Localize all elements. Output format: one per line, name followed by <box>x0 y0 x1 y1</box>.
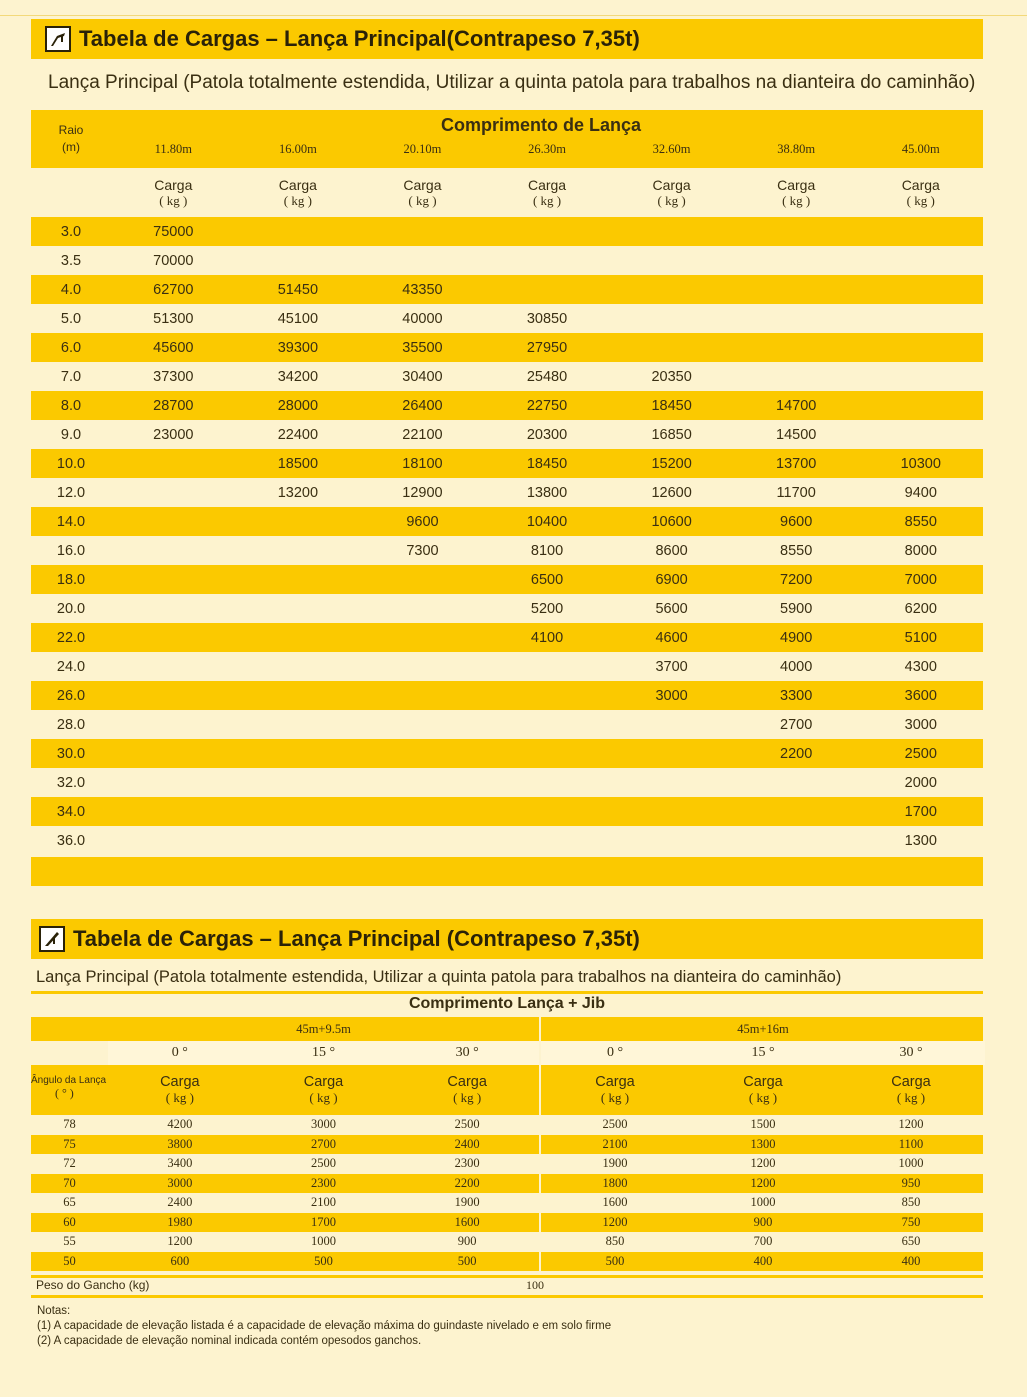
load-cell: 39300 <box>277 339 319 356</box>
table-row <box>31 710 983 739</box>
row-group2 <box>539 1252 985 1272</box>
crane-icon <box>45 26 71 52</box>
comprimento-jib-header: Comprimento Lança + Jib <box>408 995 606 1012</box>
boom-length-6: 45.00m <box>901 142 940 156</box>
jib-carga-header-3 <box>541 1065 689 1115</box>
table1-header <box>31 110 983 168</box>
load-cell: 8100 <box>530 542 564 559</box>
row-group1 <box>108 1174 539 1194</box>
carga-unit: ( kg ) <box>159 192 188 208</box>
load-cell: 1700 <box>904 803 937 820</box>
radius-cell: 10.0 <box>56 455 86 472</box>
load-cell: 400 <box>901 1253 921 1268</box>
load-cell: 3700 <box>655 658 688 675</box>
boom-length-0: 11.80m <box>154 142 192 156</box>
radius-cell: 36.0 <box>56 832 86 849</box>
load-cell: 1900 <box>602 1156 628 1170</box>
angle-header-2: 30 ° <box>455 1045 479 1060</box>
table2-subtitle: Lança Principal (Patola totalmente estendida, Utilizar a quinta patola para trabalhos na dianteira do caminhão) <box>36 968 842 986</box>
load-cell: 1200 <box>750 1175 776 1190</box>
load-cell: 1000 <box>750 1195 776 1209</box>
table-row <box>31 1252 983 1272</box>
angle-cell: 65 <box>63 1195 76 1209</box>
load-cell: 650 <box>901 1234 921 1248</box>
load-cell: 1980 <box>167 1214 193 1229</box>
load-cell: 70000 <box>153 252 194 269</box>
angle-cell: 72 <box>63 1156 76 1170</box>
load-cell: 700 <box>753 1234 773 1248</box>
load-cell: 3000 <box>311 1117 336 1131</box>
boom-angle-unit: ( ° ) <box>55 1086 74 1100</box>
row-group2 <box>539 1154 985 1174</box>
table-row <box>31 1232 983 1252</box>
load-cell: 3400 <box>167 1156 193 1170</box>
carga-label: Carga <box>743 1074 783 1090</box>
load-cell: 2100 <box>602 1136 628 1151</box>
load-cell: 9600 <box>406 513 439 530</box>
jib-carga-header-0 <box>108 1065 252 1115</box>
load-cell: 18450 <box>651 397 692 414</box>
load-cell: 9400 <box>904 484 937 501</box>
load-cell: 1200 <box>602 1214 628 1229</box>
load-cell: 900 <box>457 1234 477 1248</box>
table2-title-bar <box>31 919 983 959</box>
row-group1 <box>108 1232 539 1252</box>
load-cell: 500 <box>314 1253 333 1268</box>
angles-group2 <box>539 1041 985 1065</box>
table-row <box>31 507 983 536</box>
load-cell: 15200 <box>651 455 692 472</box>
table-row <box>31 391 983 420</box>
carga-label: Carga <box>154 176 193 193</box>
angle-cell: 50 <box>63 1253 76 1268</box>
boom-length-2: 20.10m <box>403 142 442 156</box>
load-cell: 4100 <box>530 629 564 646</box>
note-2: (2) A capacidade de elevação nominal indicada contém opesodos ganchos. <box>37 1335 422 1347</box>
row-group1 <box>108 1115 539 1135</box>
load-cell: 950 <box>901 1175 921 1190</box>
radius-cell: 18.0 <box>56 571 86 588</box>
load-cell: 34200 <box>277 368 319 385</box>
carga-label: Carga <box>891 1074 931 1090</box>
load-cell: 400 <box>753 1253 773 1268</box>
table-row <box>31 1213 983 1233</box>
jib-crane-icon <box>39 926 65 952</box>
load-cell: 75000 <box>153 223 194 240</box>
load-cell: 3800 <box>167 1136 193 1151</box>
carga-header-6 <box>858 177 983 209</box>
load-cell: 28700 <box>153 397 194 414</box>
load-cell: 4000 <box>780 658 813 675</box>
load-cell: 5100 <box>904 629 937 646</box>
table-row <box>31 739 983 768</box>
load-cell: 600 <box>170 1253 190 1268</box>
load-cell: 4300 <box>904 658 937 675</box>
load-cell: 1000 <box>311 1234 336 1248</box>
table-row <box>31 826 983 855</box>
load-table-main <box>31 110 983 886</box>
carga-header-4 <box>609 177 734 209</box>
load-cell: 1600 <box>454 1214 480 1229</box>
load-cell: 2500 <box>904 745 937 762</box>
radius-cell: 32.0 <box>56 774 86 791</box>
load-cell: 18450 <box>526 455 568 472</box>
radius-cell: 28.0 <box>56 716 86 733</box>
table-row <box>31 420 983 449</box>
load-cell: 1000 <box>898 1156 924 1170</box>
row-group2 <box>539 1174 985 1194</box>
load-cell: 1800 <box>602 1175 628 1190</box>
load-cell: 850 <box>605 1234 625 1248</box>
load-cell: 2700 <box>311 1136 336 1151</box>
load-cell: 500 <box>605 1253 625 1268</box>
table1-subtitle: Lança Principal (Patola totalmente estendida, Utilizar a quinta patola para trabalhos na dianteira do caminhão) <box>48 72 976 93</box>
table-row <box>31 217 983 246</box>
radius-cell: 4.0 <box>60 281 82 298</box>
boom-length-4: 32.60m <box>652 142 691 156</box>
angle-header-4: 15 ° <box>751 1045 775 1060</box>
table-row <box>31 333 983 362</box>
radius-cell: 9.0 <box>60 426 82 443</box>
table-row <box>31 246 983 275</box>
load-cell: 2000 <box>904 774 937 791</box>
load-cell: 10400 <box>526 513 568 530</box>
table1-footer-bar <box>31 857 983 886</box>
boom-angle-header <box>31 1065 108 1115</box>
load-cell: 30400 <box>402 368 443 385</box>
load-cell: 1600 <box>602 1195 628 1209</box>
load-cell: 2400 <box>454 1136 480 1151</box>
carga-label: Carga <box>595 1074 635 1090</box>
load-cell: 8550 <box>904 513 937 530</box>
load-cell: 2400 <box>167 1195 193 1209</box>
carga-label: Carga <box>160 1074 200 1090</box>
load-cell: 3600 <box>904 687 937 704</box>
row-group1 <box>108 1154 539 1174</box>
group1-header: 45m+9.5m <box>296 1022 351 1036</box>
carga-label: Carga <box>527 176 567 193</box>
jib-length-row <box>31 1017 983 1041</box>
radius-cell: 8.0 <box>60 397 82 414</box>
boom-angle-label: Ângulo da Lança <box>31 1075 107 1086</box>
angle-cell: 70 <box>63 1175 76 1190</box>
load-cell: 37300 <box>153 368 194 385</box>
load-cell: 2500 <box>311 1156 336 1170</box>
carga-unit: ( kg ) <box>782 192 811 208</box>
load-cell: 4600 <box>655 629 688 646</box>
load-cell: 2300 <box>454 1156 480 1170</box>
carga-unit: ( kg ) <box>896 1090 926 1105</box>
jib-carga-header-5 <box>837 1065 985 1115</box>
table-row <box>31 275 983 304</box>
carga-label: Carga <box>403 176 442 193</box>
load-cell: 3300 <box>780 687 813 704</box>
jib-carga-header-1 <box>252 1065 396 1115</box>
jib-carga-header-4 <box>689 1065 837 1115</box>
load-cell: 9600 <box>780 513 813 530</box>
radius-cell: 16.0 <box>56 542 86 559</box>
radius-cell: 3.0 <box>60 223 82 240</box>
carga-header-0 <box>111 177 236 209</box>
table-row <box>31 304 983 333</box>
radius-cell: 12.0 <box>56 484 86 501</box>
carga-header-2 <box>360 177 485 209</box>
load-cell: 2200 <box>454 1175 480 1190</box>
angle-header-5: 30 ° <box>899 1045 923 1060</box>
load-cell: 18100 <box>402 455 443 472</box>
load-cell: 8600 <box>655 542 688 559</box>
table-row <box>31 1174 983 1194</box>
load-cell: 7200 <box>780 571 813 588</box>
raio-header: Raio (m) <box>58 123 84 154</box>
jib-carga-header-2 <box>395 1065 539 1115</box>
table-row <box>31 536 983 565</box>
load-cell: 1100 <box>898 1136 924 1151</box>
angle-cell: 60 <box>63 1214 76 1229</box>
load-cell: 22400 <box>277 426 319 443</box>
table-row <box>31 681 983 710</box>
boom-length-3: 26.30m <box>528 142 566 156</box>
angle-cell: 55 <box>63 1234 76 1248</box>
load-cell: 6500 <box>530 571 564 588</box>
load-cell: 500 <box>457 1253 477 1268</box>
table-row <box>31 449 983 478</box>
angles-group1 <box>108 1041 539 1065</box>
load-cell: 45600 <box>153 339 194 356</box>
carga-unit: ( kg ) <box>453 1090 482 1105</box>
carga-group2 <box>539 1065 985 1115</box>
hook-weight-value: 100 <box>526 1278 544 1292</box>
load-cell: 13800 <box>526 484 568 501</box>
load-cell: 3000 <box>167 1175 193 1190</box>
table-row <box>31 652 983 681</box>
load-cell: 51300 <box>153 310 194 327</box>
load-cell: 1900 <box>454 1195 480 1209</box>
load-cell: 2300 <box>311 1175 336 1190</box>
carga-label: Carga <box>901 176 940 193</box>
radius-cell: 30.0 <box>56 745 86 762</box>
carga-label: Carga <box>777 176 816 193</box>
radius-cell: 26.0 <box>56 687 86 704</box>
load-cell: 8000 <box>904 542 937 559</box>
load-cell: 40000 <box>402 310 443 327</box>
carga-header-row <box>31 168 983 217</box>
load-cell: 12900 <box>402 484 443 501</box>
comprimento-header: Comprimento de Lança <box>440 115 642 135</box>
table-row <box>31 478 983 507</box>
table2-peso-rule <box>31 1275 983 1278</box>
boom-length-1: 16.00m <box>278 142 317 156</box>
load-cell: 2200 <box>780 745 813 762</box>
table1-title-bar <box>31 19 983 59</box>
table-row <box>31 1135 983 1155</box>
radius-cell: 14.0 <box>56 513 86 530</box>
load-cell: 11700 <box>776 484 816 501</box>
load-cell: 20300 <box>526 426 568 443</box>
load-cell: 2100 <box>311 1195 336 1209</box>
angle-header-0: 0 ° <box>171 1045 188 1060</box>
carga-unit: ( kg ) <box>165 1090 194 1105</box>
boom-length-5: 38.80m <box>777 142 816 156</box>
load-cell: 25480 <box>526 368 568 385</box>
carga-unit: ( kg ) <box>309 1090 338 1105</box>
load-cell: 1200 <box>750 1156 776 1170</box>
carga-header-3 <box>485 177 610 209</box>
table-row <box>31 565 983 594</box>
group2-header: 45m+16m <box>539 1017 985 1041</box>
radius-cell: 20.0 <box>56 600 86 617</box>
load-cell: 1300 <box>750 1136 776 1151</box>
row-group2 <box>539 1213 985 1233</box>
carga-unit: ( kg ) <box>532 192 562 208</box>
load-cell: 35500 <box>402 339 443 356</box>
radius-cell: 22.0 <box>56 629 86 646</box>
table-row <box>31 1154 983 1174</box>
load-cell: 1200 <box>167 1234 193 1248</box>
table1-body <box>31 217 983 855</box>
table-row <box>31 797 983 826</box>
carga-group1 <box>108 1065 539 1115</box>
radius-cell: 3.5 <box>60 252 82 269</box>
load-cell: 13200 <box>277 484 319 501</box>
load-cell: 16850 <box>651 426 692 443</box>
angle-cell: 78 <box>63 1117 76 1131</box>
radius-cell: 5.0 <box>60 310 82 327</box>
carga-label: Carga <box>447 1074 487 1090</box>
load-cell: 900 <box>753 1214 773 1229</box>
row-group2 <box>539 1115 985 1135</box>
load-cell: 27950 <box>526 339 568 356</box>
table-row <box>31 594 983 623</box>
radius-cell: 7.0 <box>60 368 82 385</box>
carga-label: Carga <box>303 1074 344 1090</box>
load-cell: 850 <box>901 1195 921 1209</box>
load-cell: 5900 <box>780 600 813 617</box>
load-cell: 7300 <box>406 542 439 559</box>
row-group2 <box>539 1135 985 1155</box>
carga-unit: ( kg ) <box>748 1090 778 1105</box>
boom-lengths-row <box>111 142 983 157</box>
angle-cell: 75 <box>63 1136 76 1151</box>
radius-cell: 34.0 <box>56 803 86 820</box>
load-cell: 62700 <box>153 281 194 298</box>
carga-header-1 <box>236 177 361 209</box>
load-cell: 14700 <box>776 397 817 414</box>
row-group2 <box>539 1232 985 1252</box>
table-row <box>31 623 983 652</box>
carga-unit: ( kg ) <box>906 192 935 208</box>
load-cell: 30850 <box>526 310 568 327</box>
load-cell: 23000 <box>153 426 194 443</box>
load-cell: 4900 <box>780 629 813 646</box>
row-group1 <box>108 1193 539 1213</box>
load-cell: 10600 <box>651 513 692 530</box>
table2-title: Tabela de Cargas – Lança Principal (Contrapeso 7,35t) <box>73 926 640 951</box>
table-row <box>31 768 983 797</box>
load-cell: 8550 <box>780 542 813 559</box>
load-cell: 1700 <box>311 1214 336 1229</box>
row-group1 <box>108 1135 539 1155</box>
carga-label: Carga <box>278 176 317 193</box>
load-cell: 3000 <box>904 716 937 733</box>
notes-title: Notas: <box>37 1305 71 1317</box>
carga-header-5 <box>734 177 859 209</box>
load-cell: 750 <box>901 1214 921 1229</box>
table2-bottom-rule <box>31 1295 983 1298</box>
table-row <box>31 362 983 391</box>
carga-unit: ( kg ) <box>283 192 312 208</box>
carga-unit: ( kg ) <box>600 1090 630 1105</box>
load-cell: 10300 <box>900 455 941 472</box>
radius-cell: 6.0 <box>60 339 82 356</box>
load-cell: 18500 <box>277 455 319 472</box>
load-cell: 51450 <box>277 281 319 298</box>
load-cell: 12600 <box>651 484 692 501</box>
jib-carga-header-row <box>31 1065 983 1115</box>
load-cell: 14500 <box>776 426 817 443</box>
load-cell: 1500 <box>750 1117 776 1131</box>
load-cell: 22750 <box>526 397 568 414</box>
load-cell: 3000 <box>655 687 688 704</box>
load-cell: 6900 <box>655 571 688 588</box>
notes <box>37 1304 611 1349</box>
row-group1 <box>108 1252 539 1272</box>
top-divider <box>0 15 1027 16</box>
table-row <box>31 1193 983 1213</box>
load-cell: 43350 <box>402 281 443 298</box>
load-cell: 2700 <box>780 716 813 733</box>
load-cell: 6200 <box>904 600 937 617</box>
table1-title: Tabela de Cargas – Lança Principal(Contrapeso 7,35t) <box>79 26 640 51</box>
load-cell: 22100 <box>402 426 443 443</box>
load-cell: 5600 <box>655 600 688 617</box>
carga-label: Carga <box>652 176 691 193</box>
carga-unit: ( kg ) <box>408 192 437 208</box>
table-row <box>31 1115 983 1135</box>
load-cell: 28000 <box>277 397 319 414</box>
load-cell: 1200 <box>898 1117 924 1131</box>
table2-top-rule <box>31 991 983 994</box>
load-cell: 7000 <box>904 571 937 588</box>
load-cell: 20350 <box>651 368 692 385</box>
load-cell: 2500 <box>454 1117 480 1131</box>
load-cell: 5200 <box>530 600 564 617</box>
angle-row <box>31 1041 983 1065</box>
row-group2 <box>539 1193 985 1213</box>
load-cell: 2500 <box>602 1117 628 1131</box>
radius-cell: 24.0 <box>56 658 86 675</box>
load-cell: 45100 <box>277 310 319 327</box>
load-cell: 4200 <box>167 1117 193 1131</box>
angle-spacer <box>31 1041 108 1065</box>
row-group1 <box>108 1213 539 1233</box>
load-cell: 13700 <box>776 455 817 472</box>
hook-weight-label: Peso do Gancho (kg) <box>36 1278 150 1292</box>
angle-header-3: 0 ° <box>606 1045 624 1060</box>
load-cell: 26400 <box>402 397 443 414</box>
angle-header-1: 15 ° <box>311 1045 336 1060</box>
note-1: (1) A capacidade de elevação listada é a capacidade de elevação máxima do guindaste nivelado e em solo firme <box>37 1320 612 1332</box>
load-cell: 1300 <box>904 832 937 849</box>
carga-unit: ( kg ) <box>657 192 686 208</box>
